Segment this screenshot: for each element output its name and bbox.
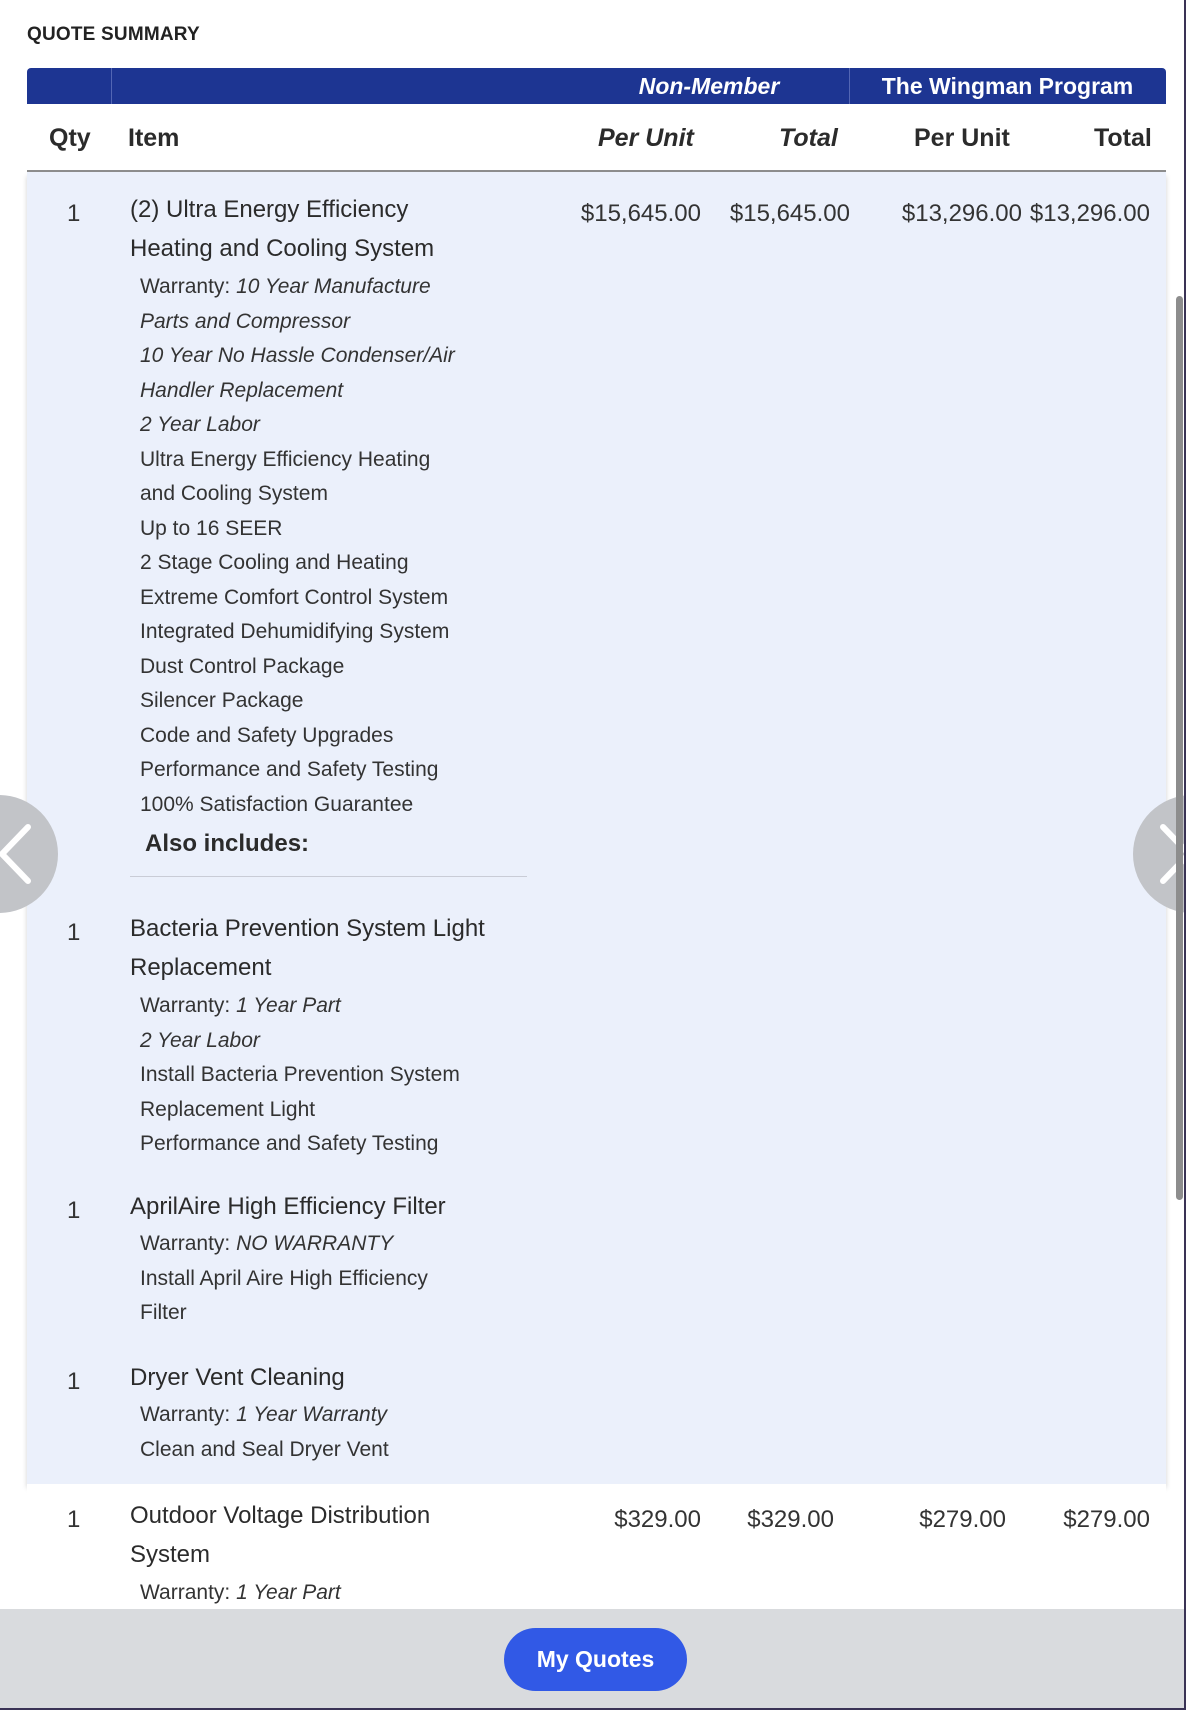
my-quotes-button[interactable]: My Quotes bbox=[504, 1628, 687, 1691]
item-description: Warranty: 10 Year Manufacture Parts and Compressor 10 Year No Hassle Condenser/Air Handler Replacement 2 Year Labor Ultra Energy Efficiency Heating and Cooling System Up to 16 SEER 2 Stage Cooling and Heating Extreme Comfort Control System Integrated Dehumidifying System Dust Control Package Silencer Package Code and Safety Upgrades Performance and Safety Testing 100% Satisfaction Guarantee bbox=[140, 275, 455, 816]
section-title: QUOTE SUMMARY bbox=[27, 24, 200, 45]
column-header-row bbox=[27, 104, 1166, 172]
footer-bar bbox=[0, 1609, 1186, 1710]
item-qty: 1 bbox=[67, 200, 81, 227]
chevron-left-icon bbox=[0, 824, 58, 884]
non-member-group-label: Non-Member bbox=[638, 73, 780, 99]
wingman-per-unit-price: $279.00 bbox=[919, 1506, 1006, 1533]
wingman-total-price: $279.00 bbox=[1063, 1506, 1150, 1533]
item-description: Warranty: 1 Year Part bbox=[140, 1581, 341, 1604]
item-qty: 1 bbox=[67, 1506, 81, 1533]
non-member-per-unit-price: $329.00 bbox=[614, 1506, 701, 1533]
also-includes-heading: Also includes: bbox=[130, 830, 527, 877]
non-member-per-unit-price: $15,645.00 bbox=[580, 200, 701, 227]
sub-item-description: Warranty: NO WARRANTY Install April Aire High Efficiency Filter bbox=[140, 1232, 428, 1324]
column-divider bbox=[111, 68, 112, 104]
wingman-group-label: The Wingman Program bbox=[881, 73, 1134, 99]
non-member-per-unit-header: Per Unit bbox=[598, 124, 694, 152]
pricing-group-header bbox=[27, 68, 1166, 104]
item-name: Outdoor Voltage Distribution System bbox=[130, 1502, 431, 1568]
sub-item-name: Bacteria Prevention System Light Replacement bbox=[130, 915, 485, 981]
wingman-total-header: Total bbox=[1094, 124, 1152, 152]
sub-item-qty: 1 bbox=[67, 1368, 81, 1395]
wingman-per-unit-price: $13,296.00 bbox=[901, 200, 1022, 227]
main-item-group bbox=[27, 172, 1166, 1484]
sub-item-description: Warranty: 1 Year Part 2 Year Labor Install Bacteria Prevention System Replacement Light Performance and Safety Testing bbox=[140, 994, 460, 1155]
item-name: (2) Ultra Energy Efficiency Heating and Cooling System bbox=[130, 196, 435, 262]
non-member-total-price: $15,645.00 bbox=[729, 200, 850, 227]
scrollbar[interactable] bbox=[1176, 296, 1183, 1200]
wingman-per-unit-header: Per Unit bbox=[914, 124, 1010, 152]
wingman-total-price: $13,296.00 bbox=[1029, 200, 1150, 227]
sub-item-description: Warranty: 1 Year Warranty Clean and Seal Dryer Vent bbox=[140, 1403, 389, 1461]
item-header: Item bbox=[128, 124, 180, 152]
sub-item-qty: 1 bbox=[67, 1197, 81, 1224]
sub-item-name: AprilAire High Efficiency Filter bbox=[130, 1193, 446, 1220]
sub-item-qty: 1 bbox=[67, 919, 81, 946]
non-member-total-header: Total bbox=[779, 124, 838, 152]
non-member-total-price: $329.00 bbox=[747, 1506, 834, 1533]
qty-header: Qty bbox=[49, 124, 91, 152]
quote-table bbox=[27, 68, 1166, 1624]
sub-item-name: Dryer Vent Cleaning bbox=[130, 1364, 345, 1391]
table-row bbox=[27, 1484, 1166, 1624]
